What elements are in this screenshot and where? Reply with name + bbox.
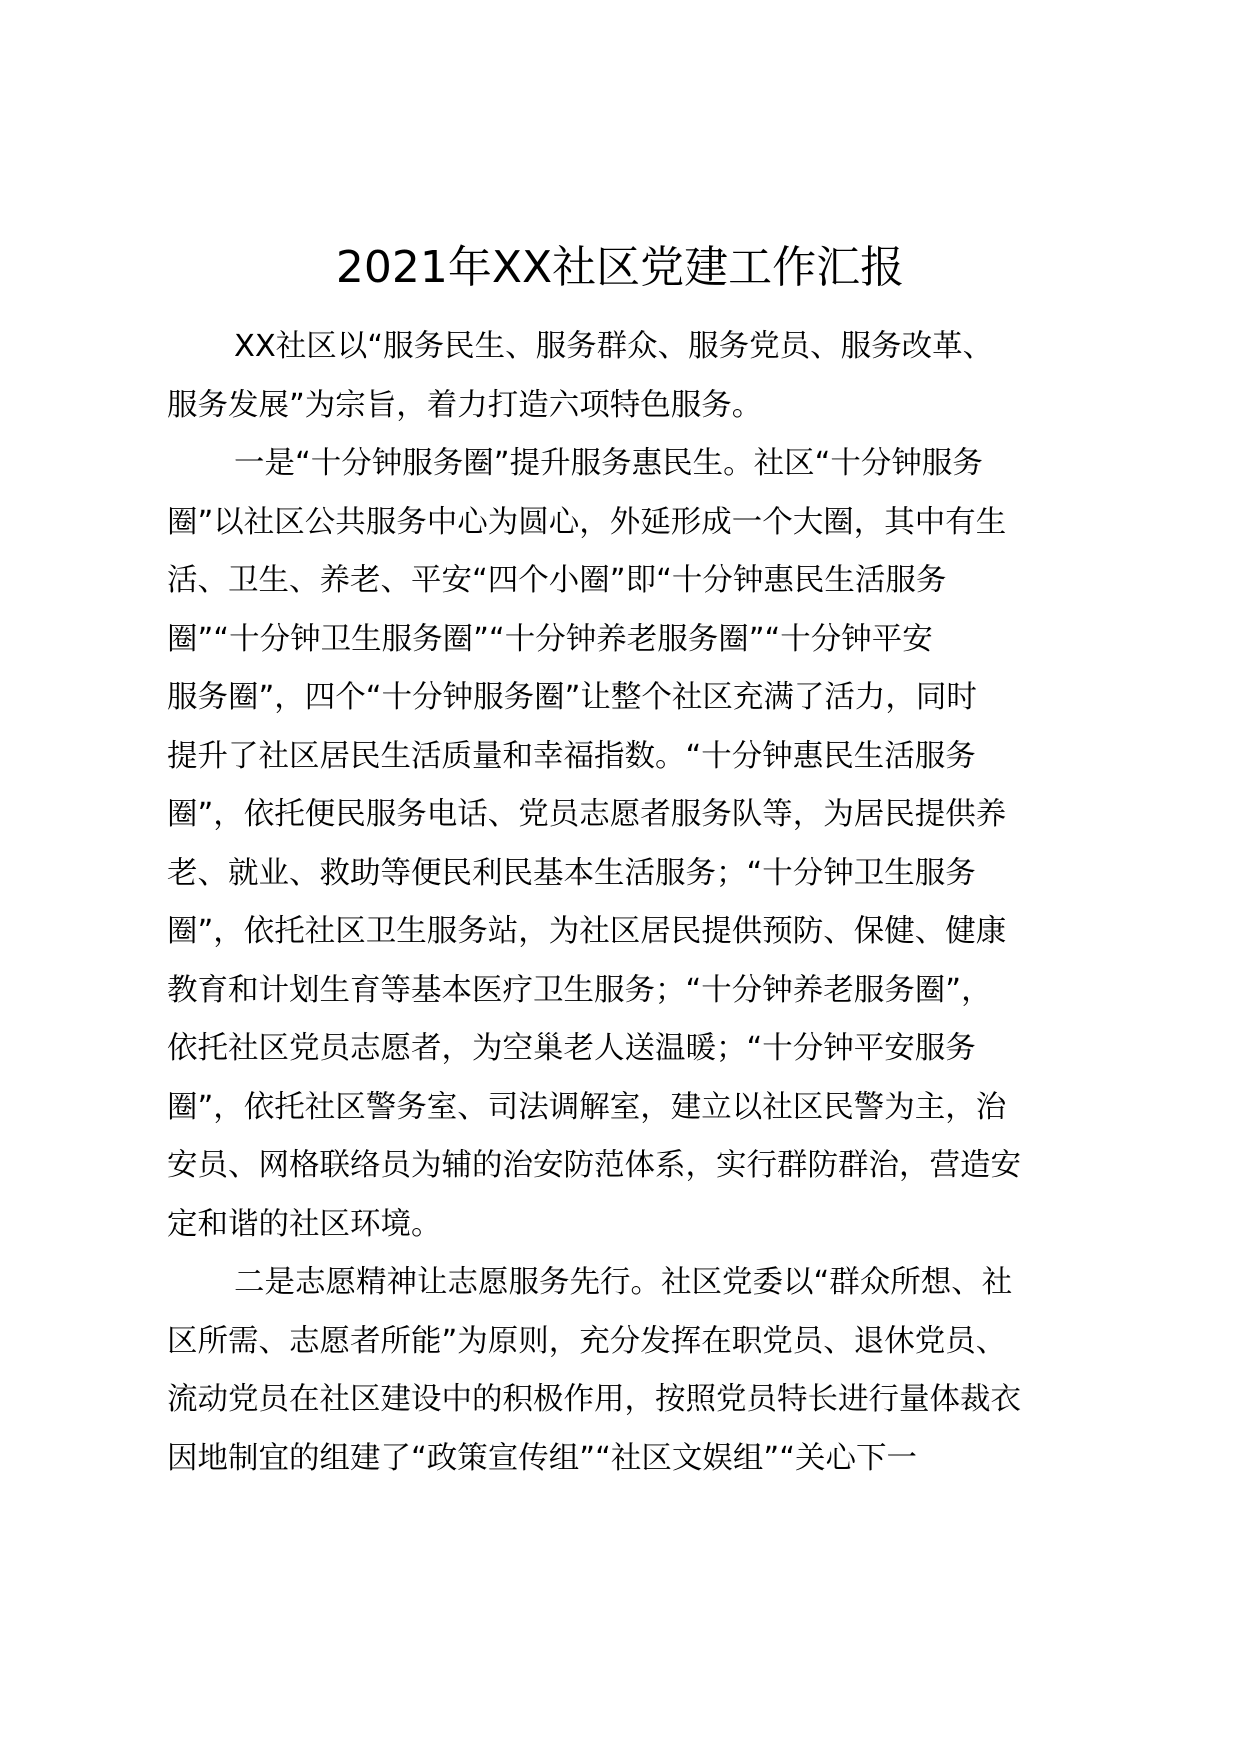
text-line: 二是志愿精神让志愿服务先行。社区党委以“群众所想、社 — [234, 1265, 1013, 1300]
text-line: 活、卫生、养老、平安“四个小圈”即“十分钟惠民生活服务 — [167, 563, 947, 598]
text-line: 圈”“十分钟卫生服务圈”“十分钟养老服务圈”“十分钟平安 — [167, 621, 933, 657]
text-line: 服务发展”为宗旨，着力打造六项特色服务。 — [167, 387, 763, 423]
paragraph-volunteer — [167, 1254, 1107, 1488]
text-line: 流动党员在社区建设中的积极作用，按照党员特长进行量体裁衣 — [167, 1382, 1021, 1417]
text-line: 安员、网格联络员为辅的治安防范体系，实行群防群治，营造安 — [167, 1148, 1021, 1183]
text-line: 一是“十分钟服务圈”提升服务惠民生。社区“十分钟服务 — [234, 446, 983, 481]
text-line: 服务圈”，四个“十分钟服务圈”让整个社区充满了活力，同时 — [167, 680, 977, 715]
text-line: 提升了社区居民生活质量和幸福指数。“十分钟惠民生活服务 — [167, 738, 976, 774]
text-line: 因地制宜的组建了“政策宣传组”“社区文娱组”“关心下一 — [167, 1440, 918, 1476]
text-line: 教育和计划生育等基本医疗卫生服务；“十分钟养老服务圈”， — [167, 972, 992, 1008]
paragraph-intro — [167, 318, 1107, 435]
text-line: 圈”，依托社区警务室、司法调解室，建立以社区民警为主，治 — [167, 1089, 1007, 1125]
document-title: 2021年XX社区党建工作汇报 — [335, 242, 905, 293]
text-line: 区所需、志愿者所能”为原则，充分发挥在职党员、退休党员、 — [167, 1323, 1007, 1359]
text-line: 老、就业、救助等便民利民基本生活服务；“十分钟卫生服务 — [167, 855, 976, 891]
paragraph-service-circle — [167, 435, 1107, 1254]
text-line: 依托社区党员志愿者，为空巢老人送温暖；“十分钟平安服务 — [167, 1031, 976, 1066]
text-line: 圈”以社区公共服务中心为圆心，外延形成一个大圈，其中有生 — [167, 504, 1007, 540]
text-line: 圈”，依托便民服务电话、党员志愿者服务队等，为居民提供养 — [167, 797, 1007, 832]
document-body — [167, 318, 1107, 1488]
text-line: 圈”，依托社区卫生服务站，为社区居民提供预防、保健、健康 — [167, 914, 1007, 949]
text-line: XX社区以“服务民生、服务群众、服务党员、服务改革、 — [234, 329, 994, 364]
text-line: 定和谐的社区环境。 — [167, 1206, 442, 1242]
